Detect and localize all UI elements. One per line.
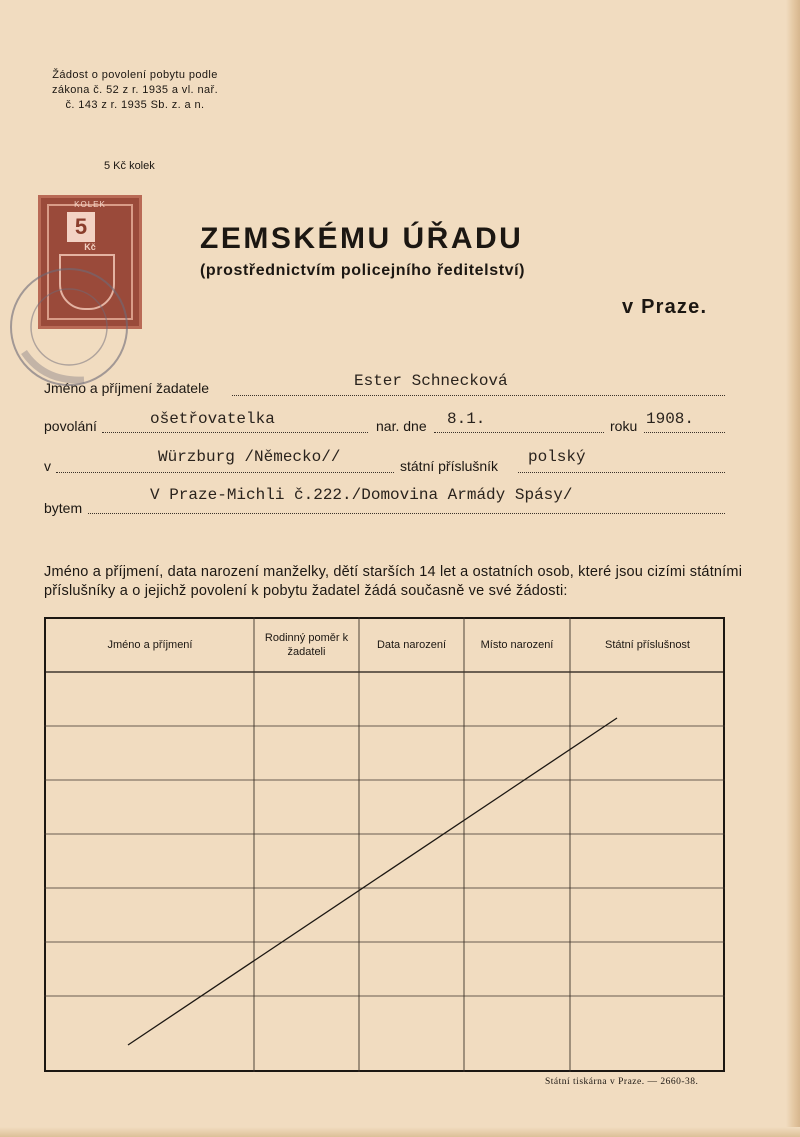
- residence-label: bytem: [44, 500, 83, 516]
- occupation-value[interactable]: ošetřovatelka: [150, 410, 275, 428]
- city-label: v Praze.: [622, 296, 708, 318]
- col-header-name: Jméno a příjmení: [107, 639, 193, 651]
- citizenship-label: státní příslušník: [400, 458, 499, 474]
- stamp-currency: Kč: [84, 242, 96, 252]
- year-line: [644, 432, 725, 433]
- born-line: [434, 432, 604, 433]
- stamp-value: 5: [67, 212, 95, 242]
- occupation-line: [102, 432, 368, 433]
- citizenship-line: [518, 472, 725, 473]
- family-members-table: [44, 617, 725, 1072]
- birthplace-line: [56, 472, 394, 473]
- name-value[interactable]: Ester Schnecková: [354, 372, 508, 390]
- page-subtitle: (prostřednictvím policejního ředitelství): [200, 262, 526, 279]
- kolek-note: 5 Kč kolek: [104, 160, 155, 172]
- col-header-birthplace: Místo narození: [480, 639, 554, 651]
- col-header-relation: Rodinný poměr k žadateli: [264, 632, 349, 658]
- occupation-label: povolání: [44, 418, 97, 434]
- paper-edge-bottom: [0, 1127, 800, 1137]
- law-line-1: Žádost o povolení pobytu podle: [52, 69, 218, 81]
- born-label: nar. dne: [376, 418, 427, 434]
- residence-line: [88, 513, 725, 514]
- table-grid: [44, 617, 725, 1072]
- postmark-seal-icon: [4, 262, 134, 392]
- printer-footer: Státní tiskárna v Praze. — 2660-38.: [545, 1077, 699, 1087]
- law-line-3: č. 143 z r. 1935 Sb. z. a n.: [65, 99, 205, 111]
- law-reference: [44, 68, 226, 113]
- stamp-word: KOLEK: [74, 200, 106, 209]
- born-value[interactable]: 8.1.: [447, 410, 486, 428]
- birthplace-label: v: [44, 458, 51, 474]
- page-title: ZEMSKÉMU ÚŘADU: [200, 222, 524, 255]
- paper-edge-right: [786, 0, 800, 1137]
- col-header-birth-date: Data narození: [376, 639, 447, 651]
- year-value[interactable]: 1908.: [646, 410, 695, 428]
- residence-value[interactable]: V Praze-Michli č.222./Domovina Armády Spásy/: [150, 486, 573, 504]
- col-header-citizenship: Státní příslušnost: [605, 639, 690, 651]
- name-line: [232, 395, 725, 396]
- name-label: Jméno a příjmení žadatele: [44, 380, 209, 396]
- instructions-paragraph: Jméno a příjmení, data narození manželky, dětí starších 14 let a ostatních osob, které jsou cizími státními příslušníky a o jejichž povolení k pobytu žadatel žádá současně ve své žádosti:: [44, 564, 743, 599]
- birthplace-value[interactable]: Würzburg /Německo//: [158, 448, 341, 466]
- year-label: roku: [610, 418, 638, 434]
- law-line-2: zákona č. 52 z r. 1935 a vl. nař.: [51, 84, 219, 96]
- citizenship-value[interactable]: polský: [528, 448, 586, 466]
